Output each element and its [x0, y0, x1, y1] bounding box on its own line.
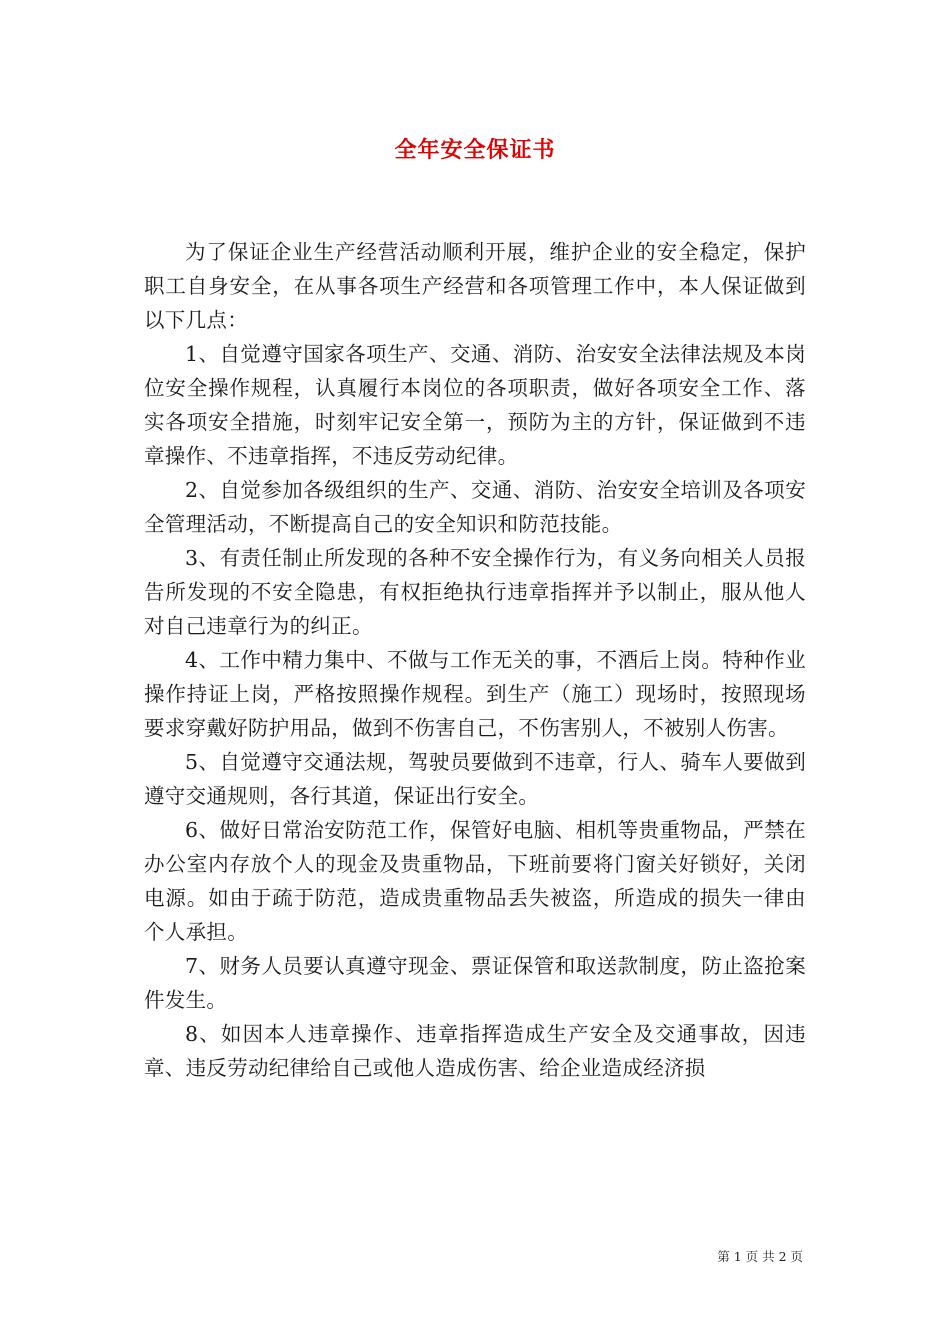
- paragraph-item-1: 1、自觉遵守国家各项生产、交通、消防、治安安全法律法规及本岗位安全操作规程，认真履行本岗位的各项职责，做好各项安全工作、落实各项安全措施，时刻牢记安全第一，预防为主的方针，保证做到不违章操作、不违章指挥，不违反劳动纪律。: [144, 342, 806, 468]
- page-number-footer: 第 1 页 共 2 页: [717, 1249, 803, 1264]
- paragraph-intro: 为了保证企业生产经营活动顺利开展，维护企业的安全稳定，保护职工自身安全，在从事各项生产经营和各项管理工作中，本人保证做到以下几点：: [144, 240, 806, 332]
- paragraph-item-7: 7、财务人员要认真遵守现金、票证保管和取送款制度，防止盗抢案件发生。: [144, 954, 806, 1012]
- paragraph-item-4: 4、工作中精力集中、不做与工作无关的事，不酒后上岗。特种作业操作持证上岗，严格按照操作规程。到生产（施工）现场时，按照现场要求穿戴好防护用品，做到不伤害自己，不伤害别人，不被别人伤害。: [144, 648, 806, 740]
- paragraph-item-8: 8、如因本人违章操作、违章指挥造成生产安全及交通事故，因违章、违反劳动纪律给自己或他人造成伤害、给企业造成经济损: [144, 1022, 806, 1080]
- paragraph-item-2: 2、自觉参加各级组织的生产、交通、消防、治安安全培训及各项安全管理活动，不断提高自己的安全知识和防范技能。: [144, 478, 806, 536]
- document-title: 全年安全保证书: [394, 137, 556, 163]
- paragraph-item-5: 5、自觉遵守交通法规，驾驶员要做到不违章，行人、骑车人要做到遵守交通规则，各行其道，保证出行安全。: [144, 750, 806, 808]
- document-body: [144, 235, 806, 1085]
- paragraph-item-3: 3、有责任制止所发现的各种不安全操作行为，有义务向相关人员报告所发现的不安全隐患，有权拒绝执行违章指挥并予以制止，服从他人对自己违章行为的纠正。: [144, 546, 806, 638]
- paragraph-item-6: 6、做好日常治安防范工作，保管好电脑、相机等贵重物品，严禁在办公室内存放个人的现金及贵重物品，下班前要将门窗关好锁好，关闭电源。如由于疏于防范，造成贵重物品丢失被盗，所造成的损失一律由个人承担。: [144, 818, 806, 944]
